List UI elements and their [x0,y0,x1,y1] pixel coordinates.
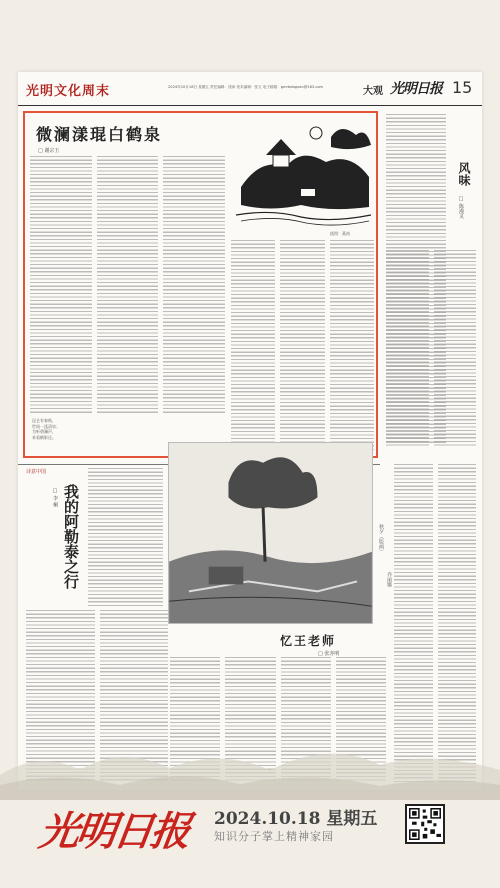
byline-article1: □ 谢宗玉 [38,148,60,154]
byline-article3: □ 李 桐 [52,488,58,508]
header-meta: 2024年10月18日 星期五 责任编辑：饶沛 美术编辑：张文 电子邮箱：gmrbdaguan@163.com [168,85,324,89]
article1-text-block-right [231,240,374,452]
pavilion-illustration [231,117,374,229]
text-column [97,156,159,414]
text-column [231,240,275,452]
page-header [18,72,482,106]
footer-slogan: 知识分子掌上精神家园 [214,830,334,843]
masthead-logo-small: 光明日报 [390,81,442,97]
section-title: 光明文化周末 [26,84,111,99]
byline-article4: □ 张亦明 [318,651,340,657]
article-title-fengwei[interactable]: 风味 [457,162,471,186]
article-title-baihequan[interactable]: 微澜漾琨白鹤泉 [36,125,163,144]
woodcut-artwork [168,442,373,624]
text-column [394,464,433,782]
artwork-caption: 秋夕（版画） [378,524,384,554]
article3-text-block-upper [88,468,163,608]
article-title-teacher-wang[interactable]: 忆王老师 [280,634,337,648]
column-name: 大观 [363,86,383,97]
illustration-caption: 插图：燕南 [330,231,350,236]
text-column [330,240,374,452]
article2-text-block-lower [386,250,476,446]
byline-article2: □ 陈漫灵 [458,196,464,219]
text-column [280,240,324,452]
column-tag-shiyi: 诗意中国 [26,469,47,475]
article1-poem: 昆仑有春秋， 世间一泓清泉； 为听碧澜声， 来看鹤影还。 [32,418,60,440]
text-column [163,156,225,414]
text-column [386,250,429,446]
text-column [30,156,92,414]
article1-text-block-left [30,156,225,414]
text-column [434,250,477,446]
newspaper-page [18,72,482,790]
qr-code-icon[interactable] [405,804,445,844]
right-text-block-lower [394,464,476,782]
article-title-altay[interactable]: 我的阿勒泰之行 [62,484,80,589]
text-column [438,464,477,782]
artwork-artist: 乔丽娜 [386,572,392,587]
guangming-daily-logo[interactable]: 光明日报 [36,808,191,855]
page-number: 15 [452,78,473,97]
footer-date: 2024.10.18 星期五 [214,809,378,829]
text-column [88,468,163,608]
mountain-backdrop [0,740,500,800]
